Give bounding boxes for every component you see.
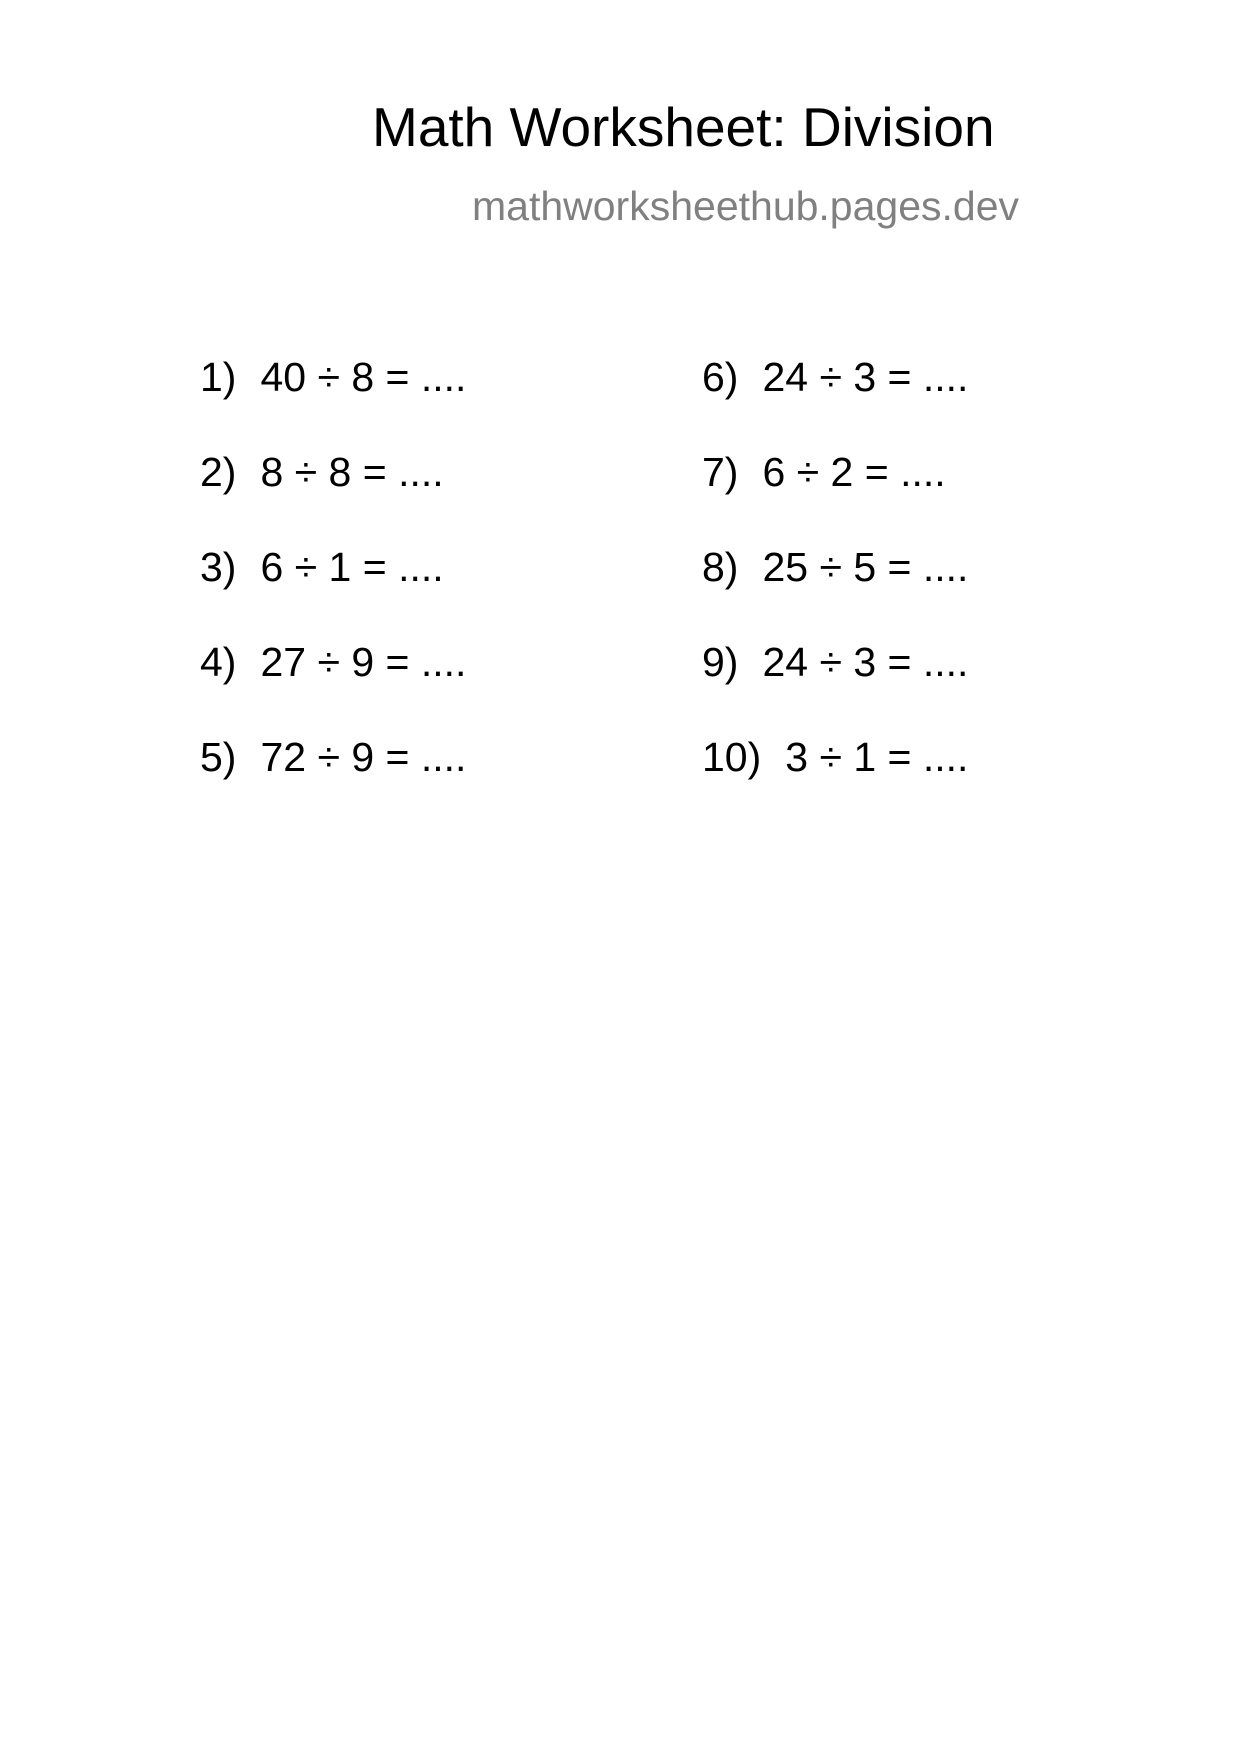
problem-expression: 6 ÷ 1 = .... bbox=[260, 544, 444, 590]
problem-expression: 25 ÷ 5 = .... bbox=[762, 544, 969, 590]
problem-expression: 40 ÷ 8 = .... bbox=[260, 354, 467, 400]
problem-number: 8) bbox=[702, 544, 739, 590]
problem-number: 7) bbox=[702, 449, 739, 495]
problem-number: 9) bbox=[702, 639, 739, 685]
problem-item bbox=[702, 734, 969, 780]
problem-number: 5) bbox=[200, 734, 237, 780]
problem-item bbox=[200, 734, 467, 780]
problem-number: 6) bbox=[702, 354, 739, 400]
problem-expression: 8 ÷ 8 = .... bbox=[260, 449, 444, 495]
problem-expression: 72 ÷ 9 = .... bbox=[260, 734, 467, 780]
problem-expression: 6 ÷ 2 = .... bbox=[762, 449, 946, 495]
page-title: Math Worksheet: Division bbox=[372, 96, 995, 158]
problem-number: 4) bbox=[200, 639, 237, 685]
problem-item bbox=[200, 449, 444, 495]
problem-item bbox=[702, 639, 969, 685]
problem-item bbox=[702, 544, 969, 590]
problem-item bbox=[200, 354, 467, 400]
problem-item bbox=[702, 449, 946, 495]
problem-expression: 24 ÷ 3 = .... bbox=[762, 354, 969, 400]
problem-expression: 3 ÷ 1 = .... bbox=[785, 734, 969, 780]
problem-expression: 27 ÷ 9 = .... bbox=[260, 639, 467, 685]
problem-expression: 24 ÷ 3 = .... bbox=[762, 639, 969, 685]
problem-item bbox=[200, 639, 467, 685]
problem-item bbox=[200, 544, 444, 590]
problem-number: 2) bbox=[200, 449, 237, 495]
problem-number: 10) bbox=[702, 734, 762, 780]
problem-number: 3) bbox=[200, 544, 237, 590]
problem-item bbox=[702, 354, 969, 400]
site-url: mathworksheethub.pages.dev bbox=[472, 183, 1020, 229]
problem-number: 1) bbox=[200, 354, 237, 400]
